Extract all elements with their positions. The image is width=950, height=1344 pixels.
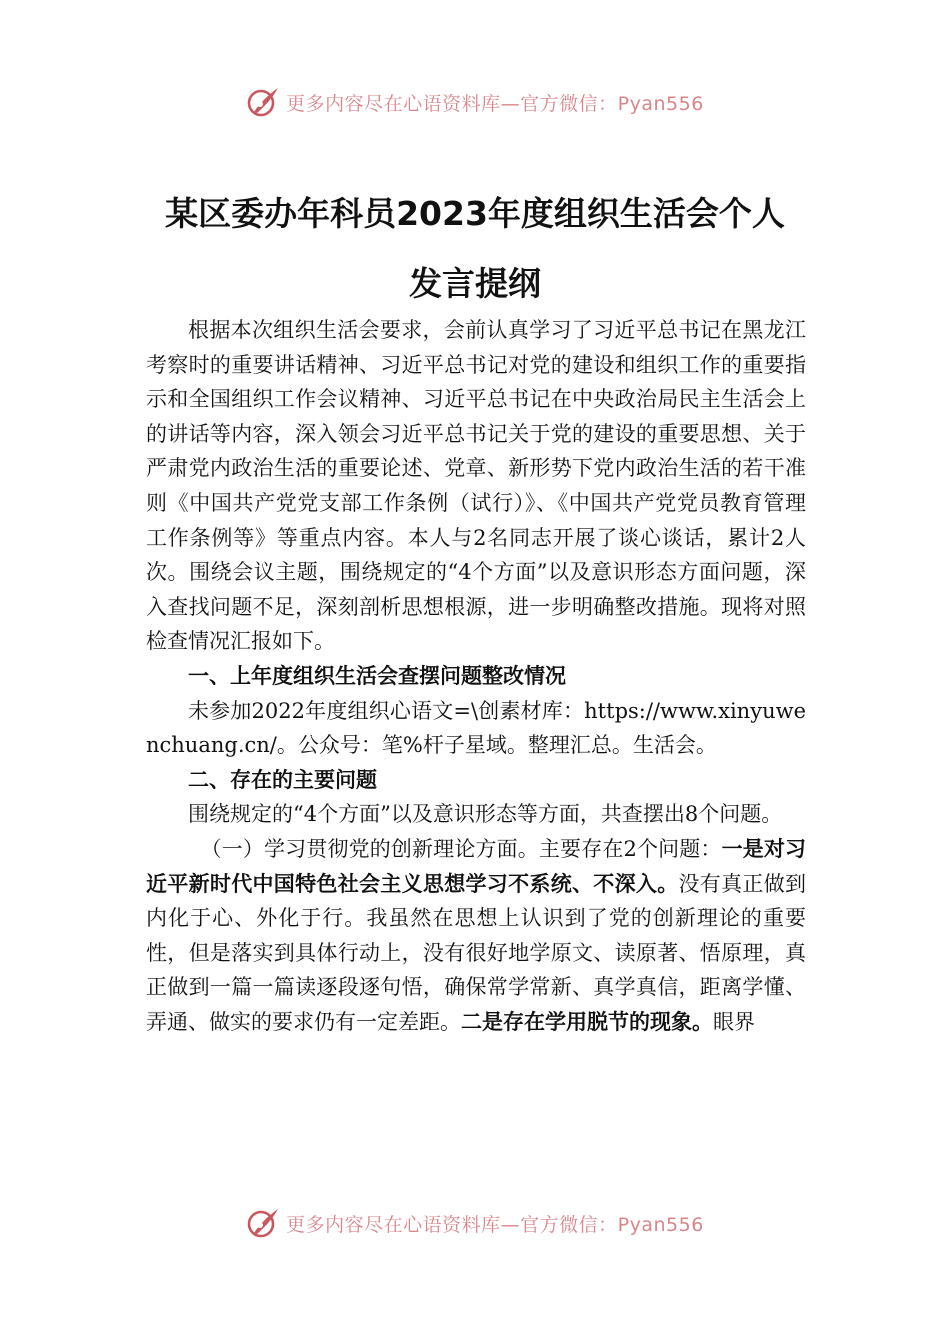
watermark-text: 更多内容尽在心语资料库—官方微信：Pyan556 bbox=[286, 1213, 704, 1236]
section-heading-2: 二、存在的主要问题 bbox=[188, 767, 377, 792]
quill-logo-icon bbox=[246, 85, 280, 119]
subsection-1-paragraph bbox=[146, 832, 806, 1040]
document-title: 某区委办年科员2023年度组织生活会个人 bbox=[165, 194, 785, 233]
section-1-paragraph: 未参加2022年度组织心语文=\创素材库：https://www.xinyuwenchuang.cn/。公众号：笔%杆子星域。整理汇总。生活会。 bbox=[146, 698, 806, 758]
problem-1-text: 没有真正做到内化于心、外化于行。我虽然在思想上认识到了党的创新理论的重要性，但是落实到具体行动上，没有很好地学原文、读原著、悟原理，真正做到一篇一篇读逐段逐句悟，确保常学常新、真学真信，距离学懂、弄通、做实的要求仍有一定差距。 bbox=[146, 871, 806, 1034]
watermark-footer bbox=[0, 1203, 950, 1243]
problem-1-heading: 一是对习近平新时代中国特色社会主义思想学习不系统、不深入。 bbox=[146, 836, 807, 896]
document-title-line2: 发言提纲 bbox=[409, 264, 541, 303]
subsection-1-lead: （一）学习贯彻党的创新理论方面。主要存在2个问题： bbox=[200, 836, 722, 861]
watermark-text: 更多内容尽在心语资料库—官方微信：Pyan556 bbox=[286, 92, 704, 115]
document-body bbox=[146, 313, 806, 1039]
section-heading-1: 一、上年度组织生活会查摆问题整改情况 bbox=[188, 663, 566, 688]
watermark-header bbox=[0, 82, 950, 122]
section-2-paragraph: 围绕规定的“4个方面”以及意识形态等方面，共查摆出8个问题。 bbox=[188, 802, 783, 827]
problem-2-heading: 二是存在学用脱节的现象。 bbox=[461, 1009, 713, 1034]
quill-logo-icon bbox=[246, 1206, 280, 1240]
problem-2-text: 眼界 bbox=[713, 1009, 755, 1034]
intro-paragraph: 根据本次组织生活会要求，会前认真学习了习近平总书记在黑龙江考察时的重要讲话精神、习近平总书记对党的建设和组织工作的重要指示和全国组织工作会议精神、习近平总书记在中央政治局民主生活会上的讲话等内容，深入领会习近平总书记关于党的建设的重要思想、关于严肃党内政治生活的重要论述、党章、新形势下党内政治生活的若干准则《中国共产党党支部工作条例（试行）》、《中国共产党党员教育管理工作条例等》等重点内容。本人与2名同志开展了谈心谈话，累计2人次。围绕会议主题，围绕规定的“4个方面”以及意识形态方面问题，深入查找问题不足，深刻剖析思想根源，进一步明确整改措施。现将对照检查情况汇报如下。 bbox=[146, 318, 806, 654]
